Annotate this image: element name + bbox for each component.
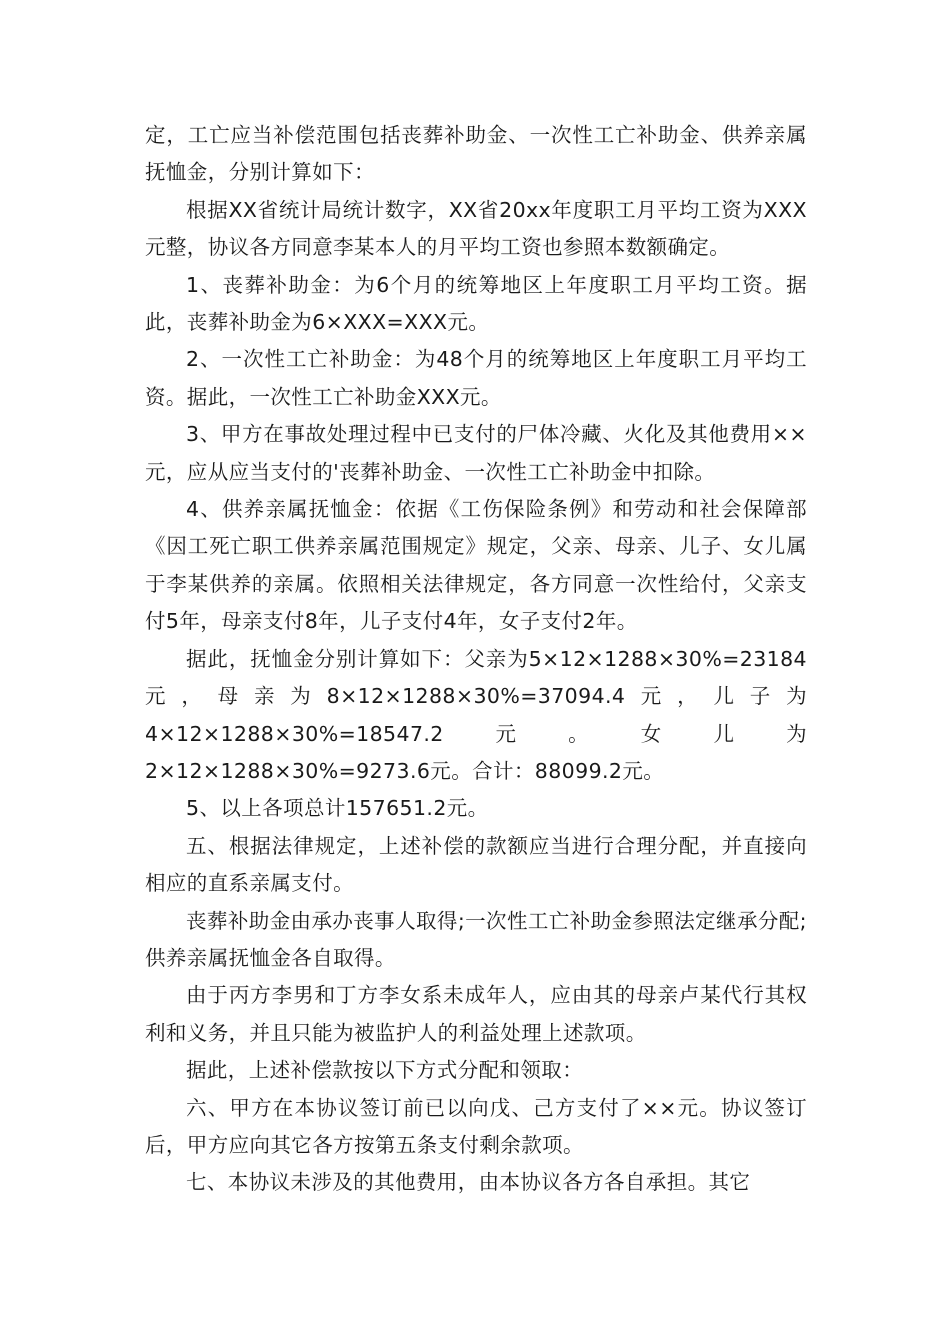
- paragraph-continuation: 定，工亡应当补偿范围包括丧葬补助金、一次性工亡补助金、供养亲属抚恤金，分别计算如下：: [145, 123, 807, 185]
- paragraph-average-wage: 根据XX省统计局统计数字，XX省20xx年度职工月平均工资为XXX元整，协议各方同意李某本人的月平均工资也参照本数额确定。: [145, 197, 807, 260]
- paragraph-article-six: 六、甲方在本协议签订前已以向戊、己方支付了××元。协议签订后，甲方应向其它各方按第五条支付剩余款项。: [145, 1095, 807, 1157]
- paragraph-lump-sum-subsidy: 2、一次性工亡补助金：为48个月的统筹地区上年度职工月平均工资。据此，一次性工亡补助金XXX元。: [145, 347, 807, 409]
- paragraph-allocation-method: 据此，上述补偿款按以下方式分配和领取：: [186, 1058, 584, 1083]
- paragraph-paid-expenses: 3、甲方在事故处理过程中已支付的尸体冷藏、火化及其他费用××元，应从应当支付的'丧葬补助金、一次性工亡补助金中扣除。: [145, 422, 807, 484]
- paragraph-article-five: 五、根据法律规定，上述补偿的款额应当进行合理分配，并直接向相应的直系亲属支付。: [145, 833, 807, 896]
- paragraph-funeral-subsidy: 1、丧葬补助金：为6个月的统筹地区上年度职工月平均工资。据此，丧葬补助金为6×XXX=XXX元。: [145, 272, 807, 335]
- paragraph-article-seven: 七、本协议未涉及的其他费用，由本协议各方各自承担。其它: [186, 1170, 751, 1195]
- paragraph-dependent-pension: 4、供养亲属抚恤金：依据《工伤保险条例》和劳动和社会保障部《因工死亡职工供养亲属范围规定》规定，父亲、母亲、儿子、女儿属于李某供养的亲属。依照相关法律规定，各方同意一次性给付，父亲支付5年，母亲支付8年，儿子支付4年，女子支付2年。: [145, 497, 807, 634]
- paragraph-distribution: 丧葬补助金由承办丧事人取得;一次性工亡补助金参照法定继承分配;供养亲属抚恤金各自取得。: [145, 908, 807, 970]
- paragraph-guardian: 由于丙方李男和丁方李女系未成年人，应由其的母亲卢某代行其权利和义务，并且只能为被监护人的利益处理上述款项。: [145, 983, 807, 1045]
- paragraph-pension-calculation: 据此，抚恤金分别计算如下：父亲为5×12×1288×30%=23184元，母亲为8×12×1288×30%=37094.4元，儿子为4×12×1288×30%=18547.2元。女儿为2×12×1288×30%=9273.6元。合计：88099.2元。: [145, 646, 807, 783]
- paragraph-total: 5、以上各项总计157651.2元。: [186, 796, 489, 821]
- document-body: [145, 117, 807, 1202]
